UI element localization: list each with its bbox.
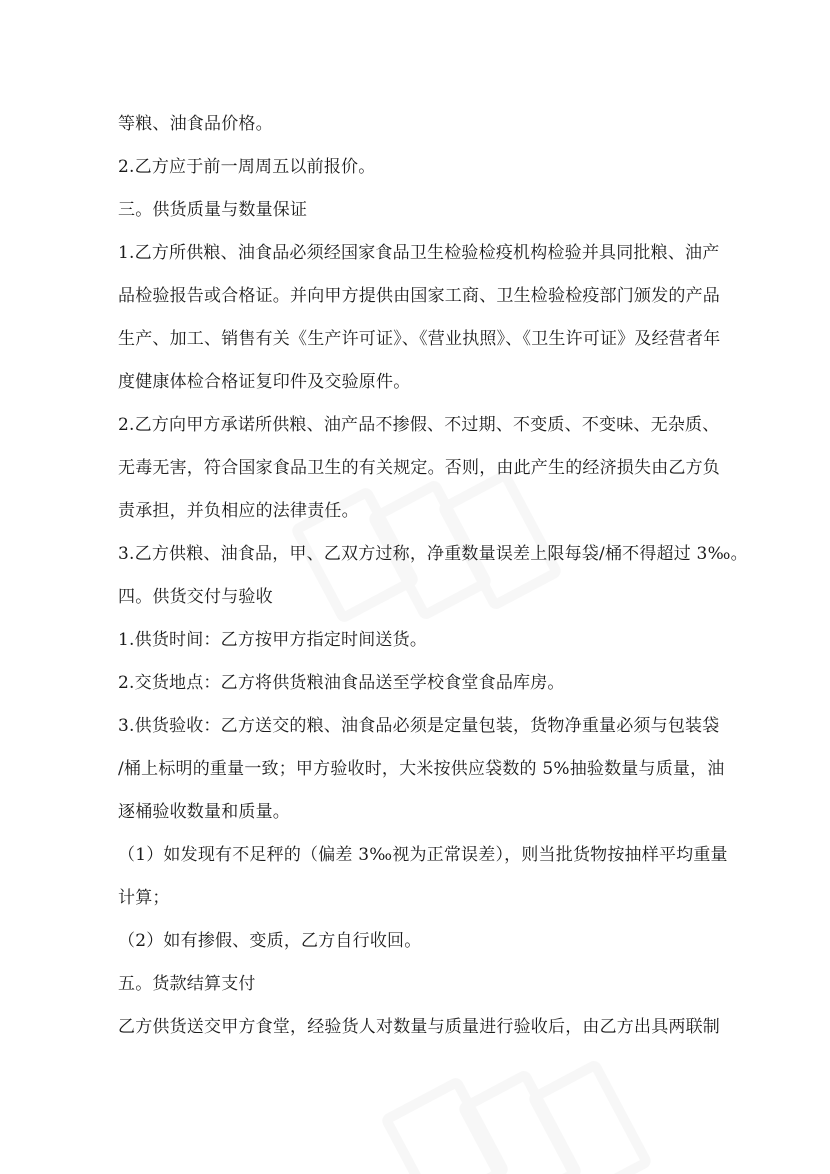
section-heading: 五。货款结算支付 bbox=[118, 974, 256, 994]
section-heading: 三。供货质量与数量保证 bbox=[118, 200, 308, 220]
text-line: 1.乙方所供粮、油食品必须经国家食品卫生检验检疫机构检验并具同批粮、油产 bbox=[118, 243, 720, 263]
text-line: 1.供货时间：乙方按甲方指定时间送货。 bbox=[118, 630, 428, 650]
text-line: /桶上标明的重量一致；甲方验收时，大米按供应袋数的 5%抽验数量与质量，油 bbox=[118, 759, 725, 779]
text-line: 责承担，并负相应的法律责任。 bbox=[118, 501, 359, 521]
watermark bbox=[380, 1060, 640, 1174]
text-line: 2.乙方向甲方承诺所供粮、油产品不掺假、不过期、不变质、不变味、无杂质、 bbox=[118, 415, 720, 435]
text-line: 等粮、油食品价格。 bbox=[118, 114, 273, 134]
text-line: 无毒无害，符合国家食品卫生的有关规定。否则，由此产生的经济损失由乙方负 bbox=[118, 458, 720, 478]
text-line: 逐桶验收数量和质量。 bbox=[118, 802, 290, 822]
section-heading: 四。供货交付与验收 bbox=[118, 587, 273, 607]
text-line: （2）如有掺假、变质，乙方自行收回。 bbox=[118, 931, 422, 951]
text-line: 品检验报告或合格证。并向甲方提供由国家工商、卫生检验检疫部门颁发的产品 bbox=[118, 286, 720, 306]
text-line: 3.乙方供粮、油食品，甲、乙双方过称，净重数量误差上限每袋/桶不得超过 3‰。 bbox=[118, 544, 748, 564]
text-line: 计算； bbox=[118, 888, 170, 908]
text-line: 度健康体检合格证复印件及交验原件。 bbox=[118, 372, 411, 392]
document-body bbox=[118, 103, 748, 1049]
text-line: 3.供货验收：乙方送交的粮、油食品必须是定量包装，货物净重量必须与包装袋 bbox=[118, 716, 720, 736]
text-line: （1）如发现有不足秤的（偏差 3‰视为正常误差），则当批货物按抽样平均重量 bbox=[118, 845, 728, 865]
text-line: 2.交货地点：乙方将供货粮油食品送至学校食堂食品库房。 bbox=[118, 673, 565, 693]
text-line: 生产、加工、销售有关《生产许可证》、《营业执照》、《卫生许可证》及经营者年 bbox=[118, 329, 721, 349]
text-line: 2.乙方应于前一周周五以前报价。 bbox=[118, 157, 376, 177]
text-line: 乙方供货送交甲方食堂，经验货人对数量与质量进行验收后，由乙方出具两联制 bbox=[118, 1017, 720, 1037]
